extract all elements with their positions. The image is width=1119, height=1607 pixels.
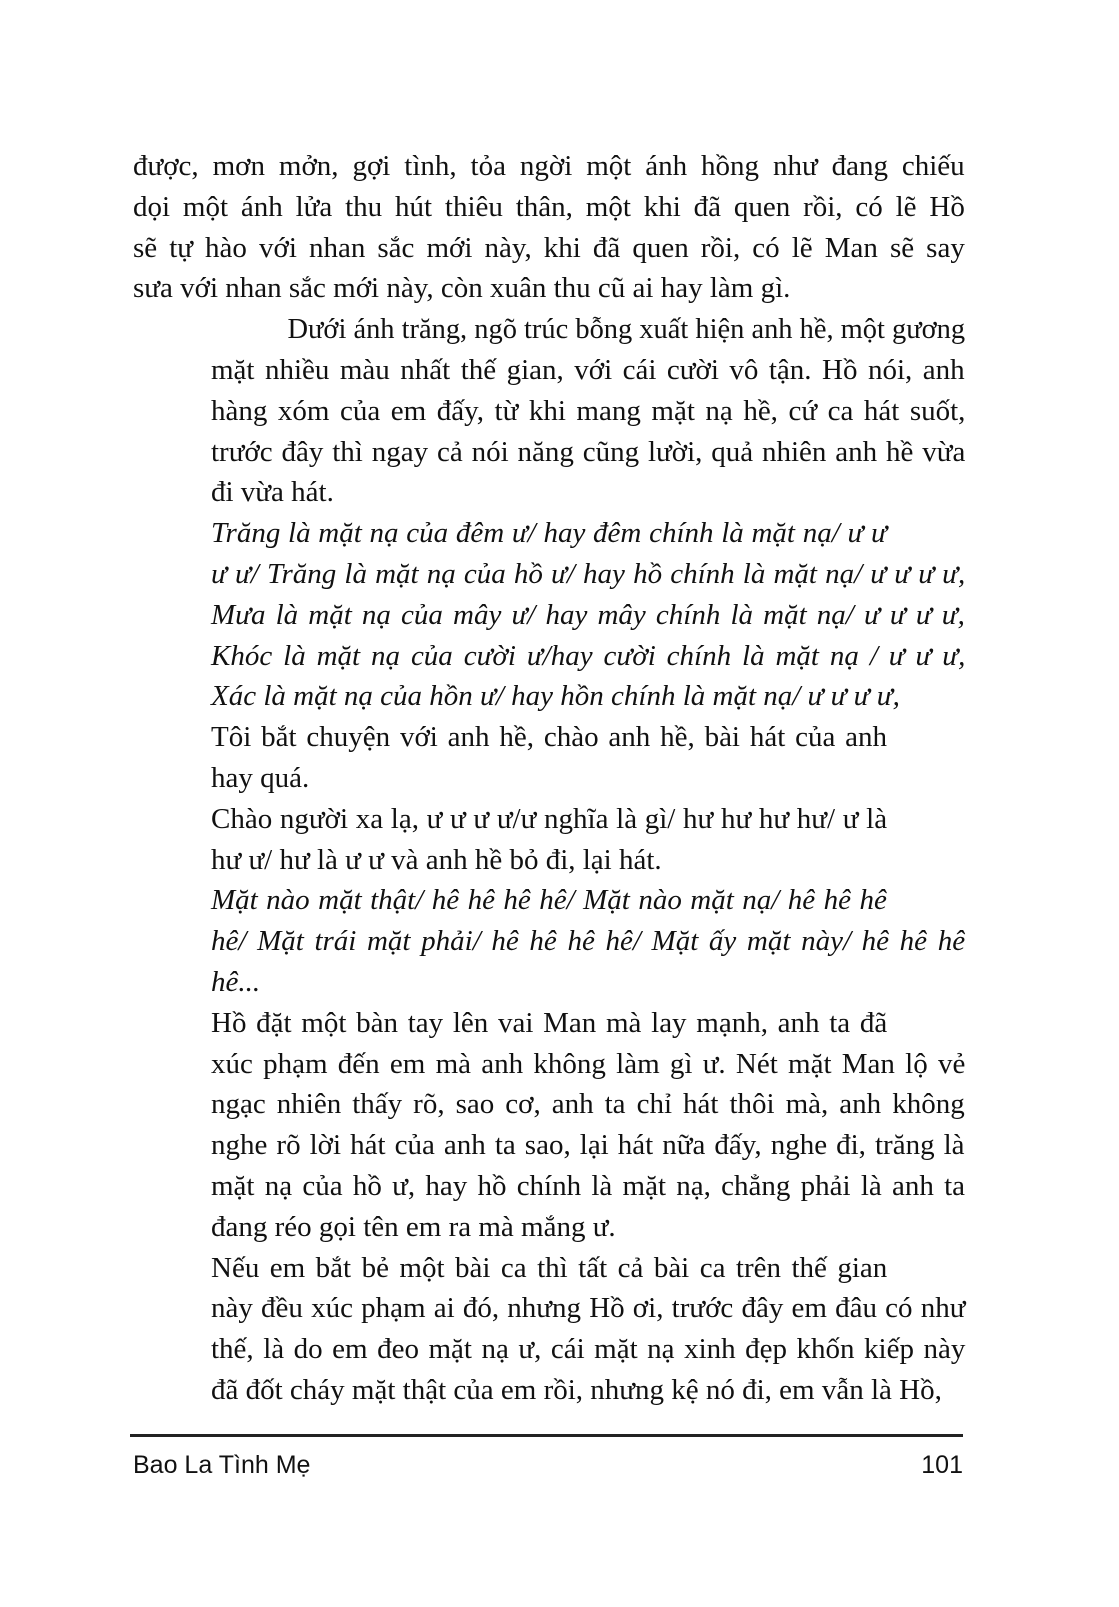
text-line: hư ư/ hư là ư ư và anh hề bỏ đi, lại hát. [211,843,662,876]
text-line: hay quá. [211,761,310,794]
text-line: Khóc là mặt nạ của cười ư/hay cười chính là mặt nạ / ư ư ư, [211,639,966,672]
footer-divider [130,1434,963,1437]
text-line: được, mơn mởn, gợi tình, tỏa ngời một ánh hồng như đang chiếu [133,150,965,182]
text-line: thế, là do em đeo mặt nạ ư, cái mặt nạ xinh đẹp khốn kiếp này [211,1333,966,1366]
footer-book-title: Bao La Tình Mẹ [133,1451,311,1479]
song-lyric-paragraph [133,513,965,717]
text-line: Nếu em bắt bẻ một bài ca thì tất cả bài ca trên thế gian [211,1251,888,1284]
text-line: trước đây thì ngay cả nói năng cũng lười, quả nhiên anh hề vừa [211,435,966,468]
text-line: đang réo gọi tên em ra mà mắng ư. [211,1210,616,1243]
text-line: dọi một ánh lửa thu hút thiêu thân, một khi đã quen rồi, có lẽ Hồ [133,190,965,223]
text-line: Hồ đặt một bàn tay lên vai Man mà lay mạnh, anh ta đã [211,1006,888,1039]
text-line: hê/ Mặt trái mặt phải/ hê hê hê hê/ Mặt ấy mặt này/ hê hê hê [211,925,966,958]
text-line: sưa với nhan sắc mới này, còn xuân thu cũ ai hay làm gì. [133,272,791,305]
text-line: đã đốt cháy mặt thật của em rồi, nhưng kệ nó đi, em vẫn là Hồ, [211,1373,942,1406]
text-line: xúc phạm đến em mà anh không làm gì ư. Nét mặt Man lộ vẻ [211,1047,966,1080]
text-line: Dưới ánh trăng, ngõ trúc bỗng xuất hiện anh hề, một gương [287,313,966,346]
paragraph [133,1248,965,1411]
text-line: nghe rõ lời hát của anh ta sao, lại hát nữa đấy, nghe đi, trăng là [211,1129,965,1162]
text-line: này đều xúc phạm ai đó, nhưng Hồ ơi, trước đây em đâu có như [211,1292,966,1325]
text-line: hàng xóm của em đấy, từ khi mang mặt nạ hề, cứ ca hát suốt, [211,394,966,427]
paragraph [133,146,965,309]
paragraph [133,799,965,881]
paragraph [133,1003,965,1248]
text-line: sẽ tự hào với nhan sắc mới này, khi đã quen rồi, có lẽ Man sẽ say [133,231,965,264]
text-line: Tôi bắt chuyện với anh hề, chào anh hề, bài hát của anh [211,721,888,754]
text-line: đi vừa hát. [211,476,334,509]
text-line: mặt nạ của hồ ư, hay hồ chính là mặt nạ, chẳng phải là anh ta [211,1169,966,1202]
body-text [133,146,965,1411]
footer-page-number: 101 [921,1451,963,1479]
text-line: Trăng là mặt nạ của đêm ư/ hay đêm chính là mặt nạ/ ư ư [211,517,887,550]
text-line: hê... [211,965,261,998]
text-line: Mưa là mặt nạ của mây ư/ hay mây chính là mặt nạ/ ư ư ư ư, [211,598,965,631]
text-line: mặt nhiều màu nhất thế gian, với cái cười vô tận. Hồ nói, anh [211,353,965,386]
text-line: ngạc nhiên thấy rõ, sao cơ, anh ta chỉ hát thôi mà, anh không [211,1088,965,1121]
song-lyric-paragraph [133,880,965,1002]
paragraph [133,717,965,799]
text-line: ư ư/ Trăng là mặt nạ của hồ ư/ hay hồ chính là mặt nạ/ ư ư ư ư, [211,557,966,590]
text-line: Xác là mặt nạ của hồn ư/ hay hồn chính là mặt nạ/ ư ư ư ư, [211,680,900,713]
text-line: Mặt nào mặt thật/ hê hê hê hê/ Mặt nào mặt nạ/ hê hê hê [211,884,887,917]
paragraph [133,309,965,513]
text-line: Chào người xa lạ, ư ư ư ư/ư nghĩa là gì/ hư hư hư hư/ ư là [211,802,888,835]
